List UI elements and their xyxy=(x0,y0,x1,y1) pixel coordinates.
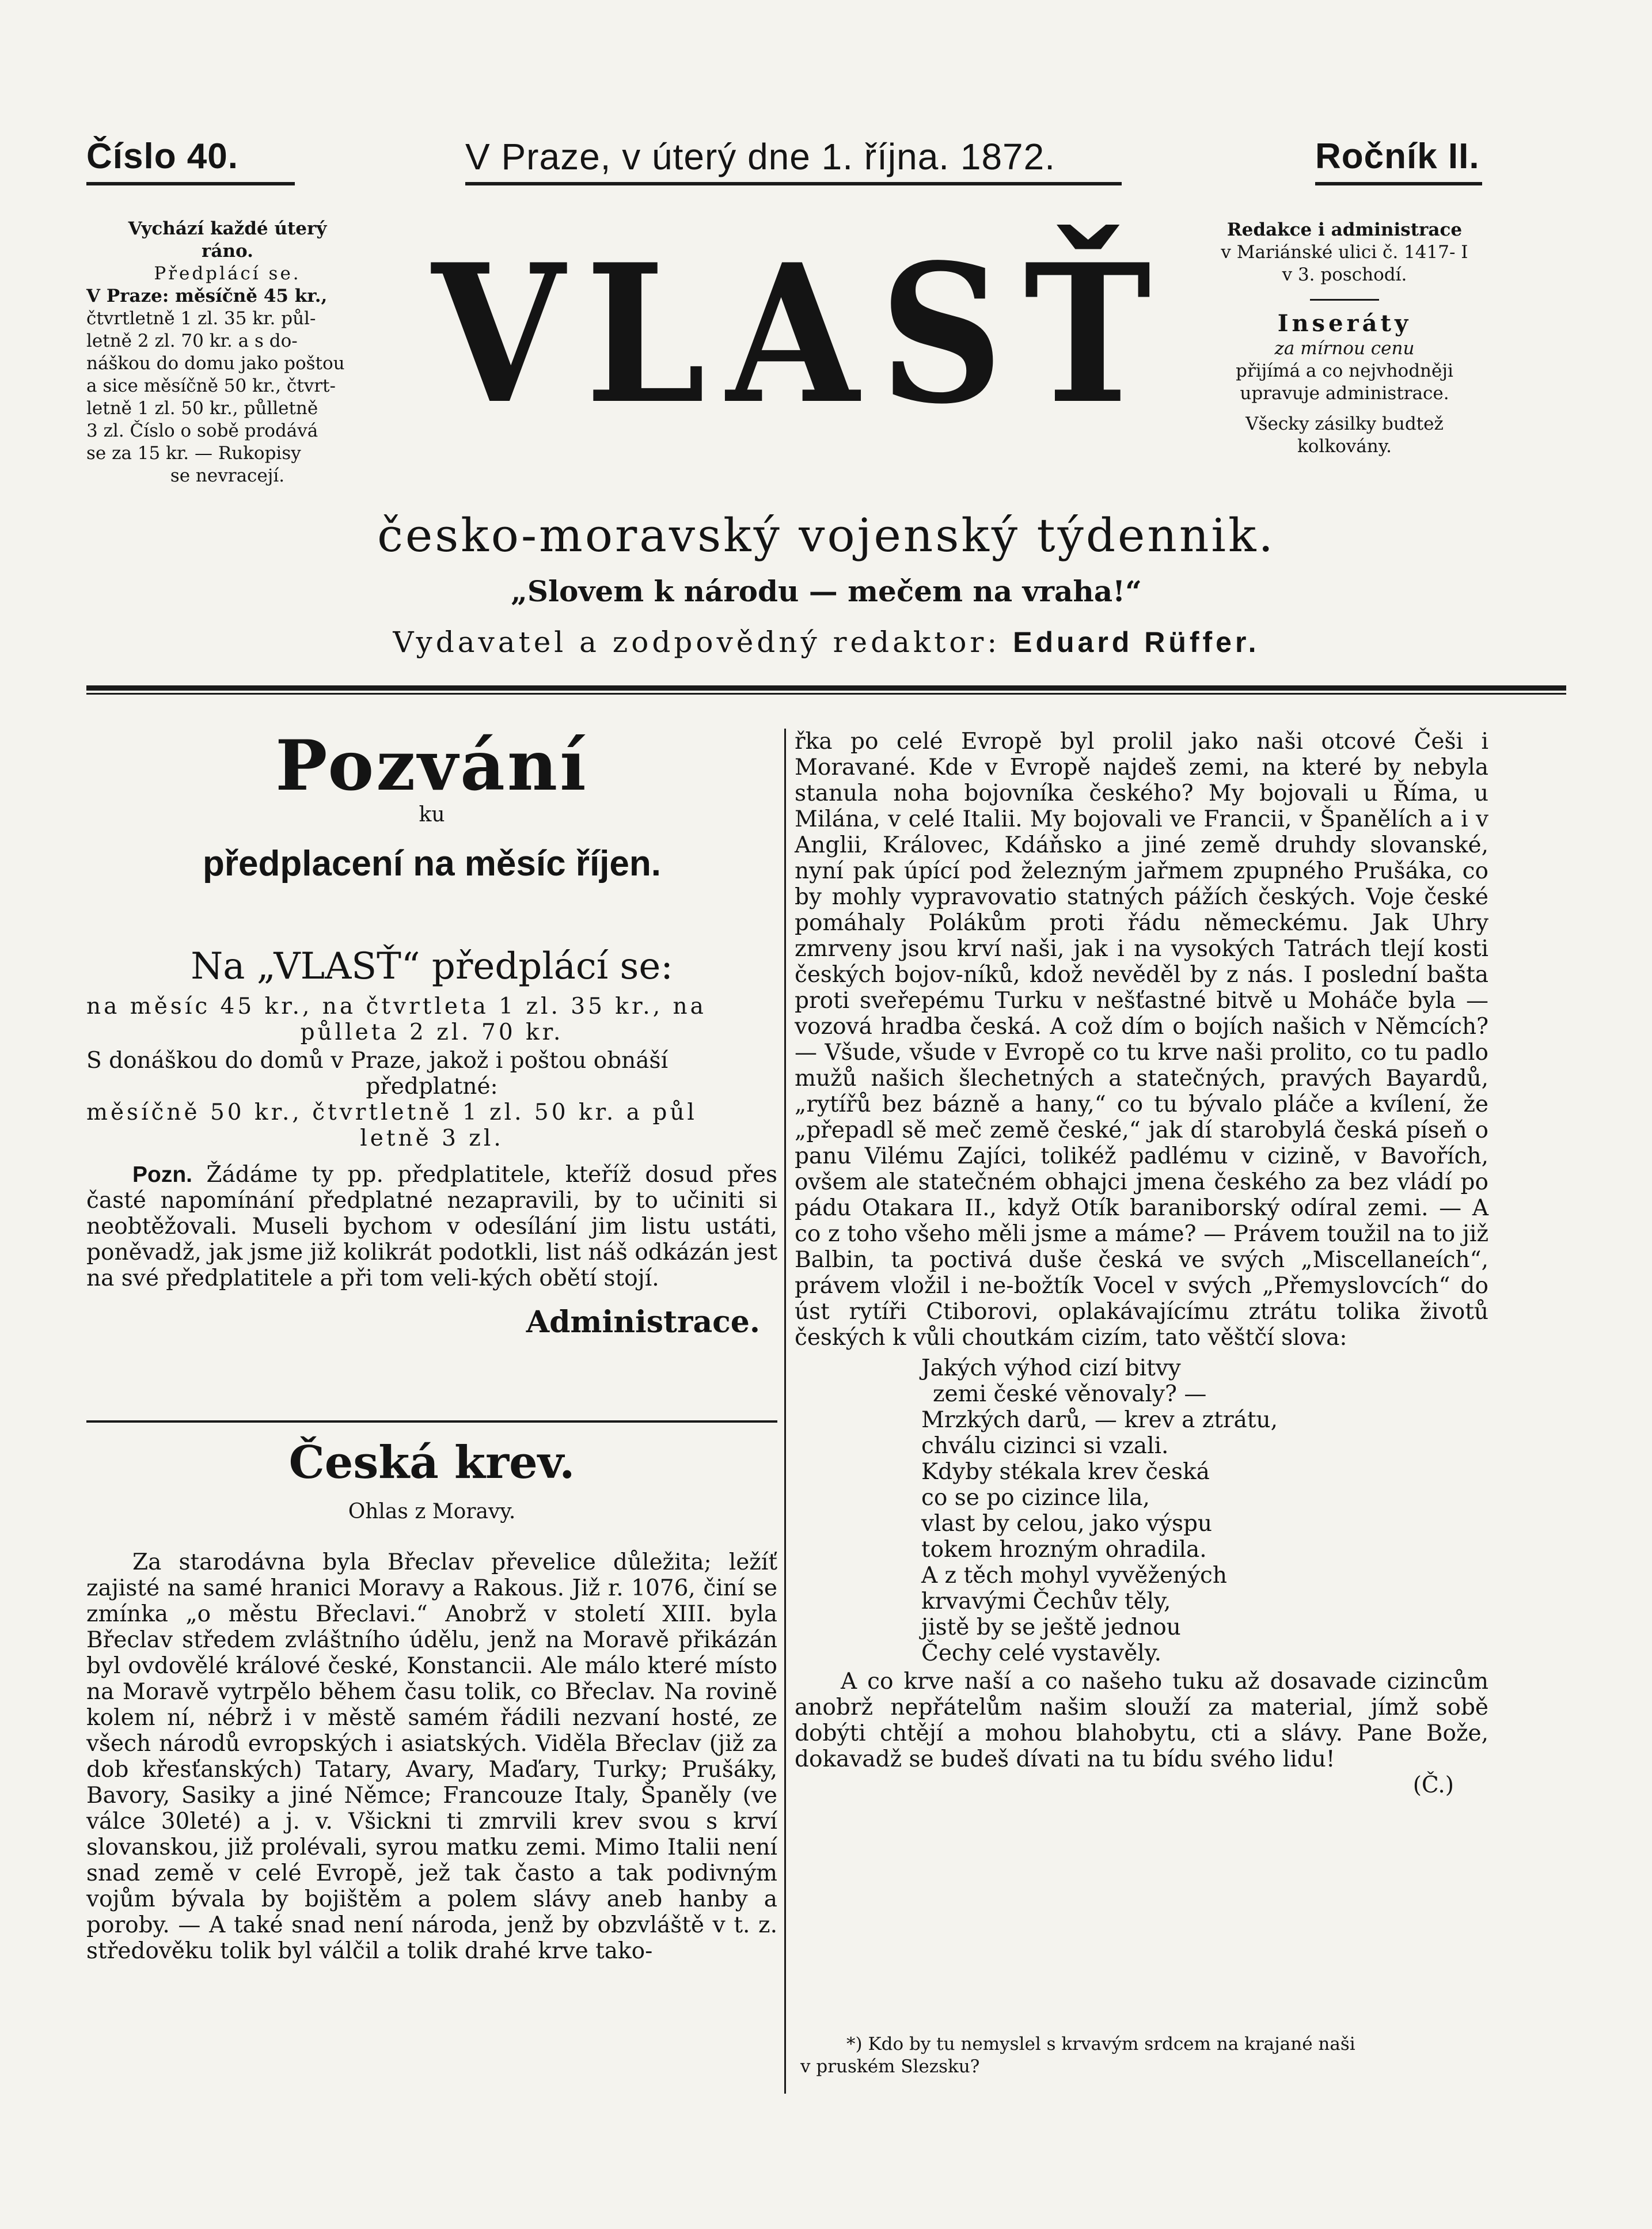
poem-line: tokem hrozným ohradila. xyxy=(921,1537,1207,1563)
article-byline: Ohlas z Moravy. xyxy=(348,1500,516,1523)
issue-number: Číslo 40. xyxy=(86,137,238,176)
info-line: a sice měsíčně 50 kr., čtvrt- xyxy=(86,376,336,396)
poem xyxy=(921,1355,1488,1666)
publisher-name: Eduard Rüffer. xyxy=(1013,626,1260,658)
editorial-title: Redakce i administrace xyxy=(1226,219,1463,240)
poem-line: A z těch mohyl vyvěžených xyxy=(921,1563,1228,1589)
invitation-signature: Administrace. xyxy=(526,1305,760,1340)
note-text: Žádáme ty pp. předplatitele, kteříž dosud přes časté napomínání předplatné nezapravili, by to učiniti si neobtěžovali. Museli bychom v odesílání jim listu ustáti, poněvadž, jak jsme již kolikrát podotkli, list náš odkázán jest na své předplatitele a při tom veli-kých obětí stojí. xyxy=(86,1162,777,1291)
info-line: V Praze: měsíčně 45 kr., xyxy=(86,286,328,306)
poem-line: Čechy celé vystavěly. xyxy=(921,1640,1162,1666)
price-details xyxy=(86,994,777,1345)
publisher-label: Vydavatel a zodpovědný redaktor: xyxy=(393,626,1001,659)
note-paragraph xyxy=(86,1162,777,1291)
poem-line: Jakých výhod cizí bitvy xyxy=(921,1355,1181,1381)
ads-line: přijímá a co nejvhodněji xyxy=(1236,361,1453,381)
editorial-divider xyxy=(1310,299,1379,301)
masthead-rule xyxy=(86,685,1566,691)
poem-line: chválu cizinci si vzali. xyxy=(921,1433,1169,1459)
article-signature: (Č.) xyxy=(1412,1772,1454,1798)
info-line: letně 1 zl. 50 kr., půlletně xyxy=(86,398,318,419)
article-body-left xyxy=(86,1549,777,1964)
poem-line: zemi české věnovaly? — xyxy=(933,1381,1207,1407)
masthead-rule-thin xyxy=(86,693,1566,695)
mail-line: kolkovány. xyxy=(1297,436,1392,457)
publisher-line xyxy=(86,622,1566,662)
subscription-info xyxy=(86,218,369,487)
info-line: se za 15 kr. — Rukopisy xyxy=(86,443,301,464)
closing-paragraph: A co krve naší a co našeho tuku až dosavade cizincům anobrž nepřátelům našim slouží za material, jímž sobě dobýti chtějí a mohou blahobytu, cti a slávy. Pane Bože, dokavadž se budeš dívati na tu bídu svého lidu! xyxy=(795,1669,1488,1772)
price-line: letně 3 zl. xyxy=(360,1125,504,1151)
info-line: letně 2 zl. 70 kr. a s do- xyxy=(86,331,298,351)
info-line: náškou do domu jako poštou xyxy=(86,353,345,374)
price-line: měsíčně 50 kr., čtvrtletně 1 zl. 50 kr. a půl xyxy=(86,1100,697,1125)
date-underline xyxy=(465,182,1122,185)
volume-number: Ročník II. xyxy=(1315,137,1480,176)
note-label: Pozn. xyxy=(132,1162,192,1187)
info-line: čtvrtletně 1 zl. 35 kr. půl- xyxy=(86,308,316,329)
info-line: 3 zl. Číslo o sobě prodává xyxy=(86,420,318,441)
invitation-subhead: předplacení na měsíc říjen. xyxy=(203,844,661,884)
ads-title: Inseráty xyxy=(1277,310,1412,337)
price-line: půlleta 2 zl. 70 kr. xyxy=(300,1019,564,1045)
mail-line: Všecky zásilky budtež xyxy=(1245,414,1444,434)
price-line: předplatné: xyxy=(366,1074,498,1100)
section-rule xyxy=(86,1420,777,1423)
poem-line: Kdyby stékala krev česká xyxy=(921,1459,1210,1485)
article-paragraph: řka po celé Evropě byl prolil jako naši otcové Češi i Moravané. Kde v Evropě najdeš zemi, na které by nebyla stanula noha bojovníka českého? My bojovali u Říma, u Milána, v celé Italii. My bojovali ve Francii, v Španělích a i v Anglii, Královec, Kdáňsko a jiné země druhdy slovanské, nyní pak úpící pod železným jařmem zpupného Prušáka, co by mohly vypravovatio statných pážích českých. Voje české pomáhaly Polákům proti řádu německému. Jak Uhry zmrveny jsou krví naši, jak i na vysokých Tatrách tlejí kosti českých bojov-níků, kdož nevěděl by z nás. I poslední bašta proti sveřepému Turku v nešťastné bitvě u Moháče byla — vozová hradba česká. A což dím o bojích našich v Němcích? — Všude, všude v Evropě co tu krve naši prolito, co tu padlo mužů našich šlechetných a statečných, pravých Bayardů, „rytířů bez bázně a hany,“ co tu bývalo pláče a kvílení, že „přepadl sě meč země české,“ jak dí starobylá česká píseň o panu Vilému Zajíci, tolikéž padlému v cizině, v Bavořích, ovšem ale statečném obhajci jmena českého za bez vládí po pádu Otakara II., když Otík baraniborský odíral zemi. — A co z toho všeho měli jsme a máme? — Právem toužil na to již Balbin, ta poctivá duše česká ve svých „Miscellaneích“, právem vložil i ne-božtík Vocel v svých „Přemyslovcích“ do úst rytíři Ctiborovi, oplakávajícímu ztrátu tolika životů českých k vůli choutkám cizím, tato věštčí slova: xyxy=(795,729,1488,1351)
editorial-address: v Mariánské ulici č. 1417- I xyxy=(1221,242,1468,263)
footnote-line: *) Kdo by tu nemyslel s krvavým srdcem na krajané naši xyxy=(846,2034,1355,2054)
info-line: Předplácí se. xyxy=(154,263,301,284)
ads-line: za mírnou cenu xyxy=(1274,338,1415,359)
date-line: V Praze, v úterý dne 1. října. 1872. xyxy=(465,136,1055,177)
poem-line: vlast by celou, jako výspu xyxy=(921,1511,1213,1537)
invitation-ku: ku xyxy=(419,803,445,827)
newspaper-subtitle: česko-moravský vojenský týdennik. xyxy=(377,509,1275,562)
column-divider xyxy=(784,729,786,2094)
footnote-line: v pruském Slezsku? xyxy=(800,2056,980,2077)
poem-line: jistě by se ještě jednou xyxy=(921,1614,1181,1640)
poem-line: Mrzkých darů, — krev a ztrátu, xyxy=(921,1407,1278,1433)
price-title: Na „VLASŤ“ předplácí se: xyxy=(191,945,673,988)
price-line: S donáškou do domů v Praze, jakož i poštou obnáší xyxy=(86,1048,669,1074)
editorial-floor: v 3. poschodí. xyxy=(1282,264,1407,285)
motto: „Slovem k národu — mečem na vraha!“ xyxy=(511,574,1142,608)
footnote xyxy=(800,2033,1491,2078)
info-line: ráno. xyxy=(202,241,253,261)
editorial-info xyxy=(1201,219,1488,458)
ads-line: upravuje administrace. xyxy=(1240,383,1449,404)
price-line: na měsíc 45 kr., na čtvrtleta 1 zl. 35 kr., na xyxy=(86,994,707,1019)
poem-line: co se po cizince lila, xyxy=(921,1485,1150,1511)
info-line: se nevracejí. xyxy=(170,465,285,486)
article-paragraph: Za starodávna byla Břeclav převelice důležita; ležíť zajisté na samé hranici Moravy a Rakous. Již r. 1076, činí se zmínka „o městu Břeclavi.“ Anobrž v století XIII. byla Břeclav středem zvláštního údělu, jenž na Moravě přikázán byl ovdovělé králové české, Konstancii. Ale málo které místo na Moravě vytrpělo během času tolik, co Břeclav. Na rovině kolem ní, nébrž i v městě samém řádili nezvaní hosté, ze všech národů evropských i asiatských. Viděla Břeclav (již za dob křesťanských) Tatary, Avary, Maďary, Turky; Prušáky, Bavory, Sasiky a jiné Němce; Francouze Italy, Španěly (ve válce 30leté) a j. v. Všickni ti zmrvili krev svou s krví slovanskou, již prolévali, syrou matku zemi. Mimo Italii není snad země v celé Evropě, jež tak často a tak podivným vojům bývala by bojištěm a polem slávy aneb hanby a poroby. — A také snad není národa, jenž by obzvláště v t. z. středověku tolik byl válčil a tolik drahé krve tako- xyxy=(86,1549,777,1964)
invitation-headline: Pozvání xyxy=(275,725,588,806)
poem-line: krvavými Čechův těly, xyxy=(921,1589,1171,1614)
info-line: Vychází každé úterý xyxy=(128,218,327,239)
article-title: Česká krev. xyxy=(288,1436,575,1489)
newspaper-title: VLASŤ xyxy=(432,222,1172,446)
volume-underline xyxy=(1315,182,1482,185)
issue-underline xyxy=(86,182,295,185)
article-body-right xyxy=(795,729,1488,1798)
